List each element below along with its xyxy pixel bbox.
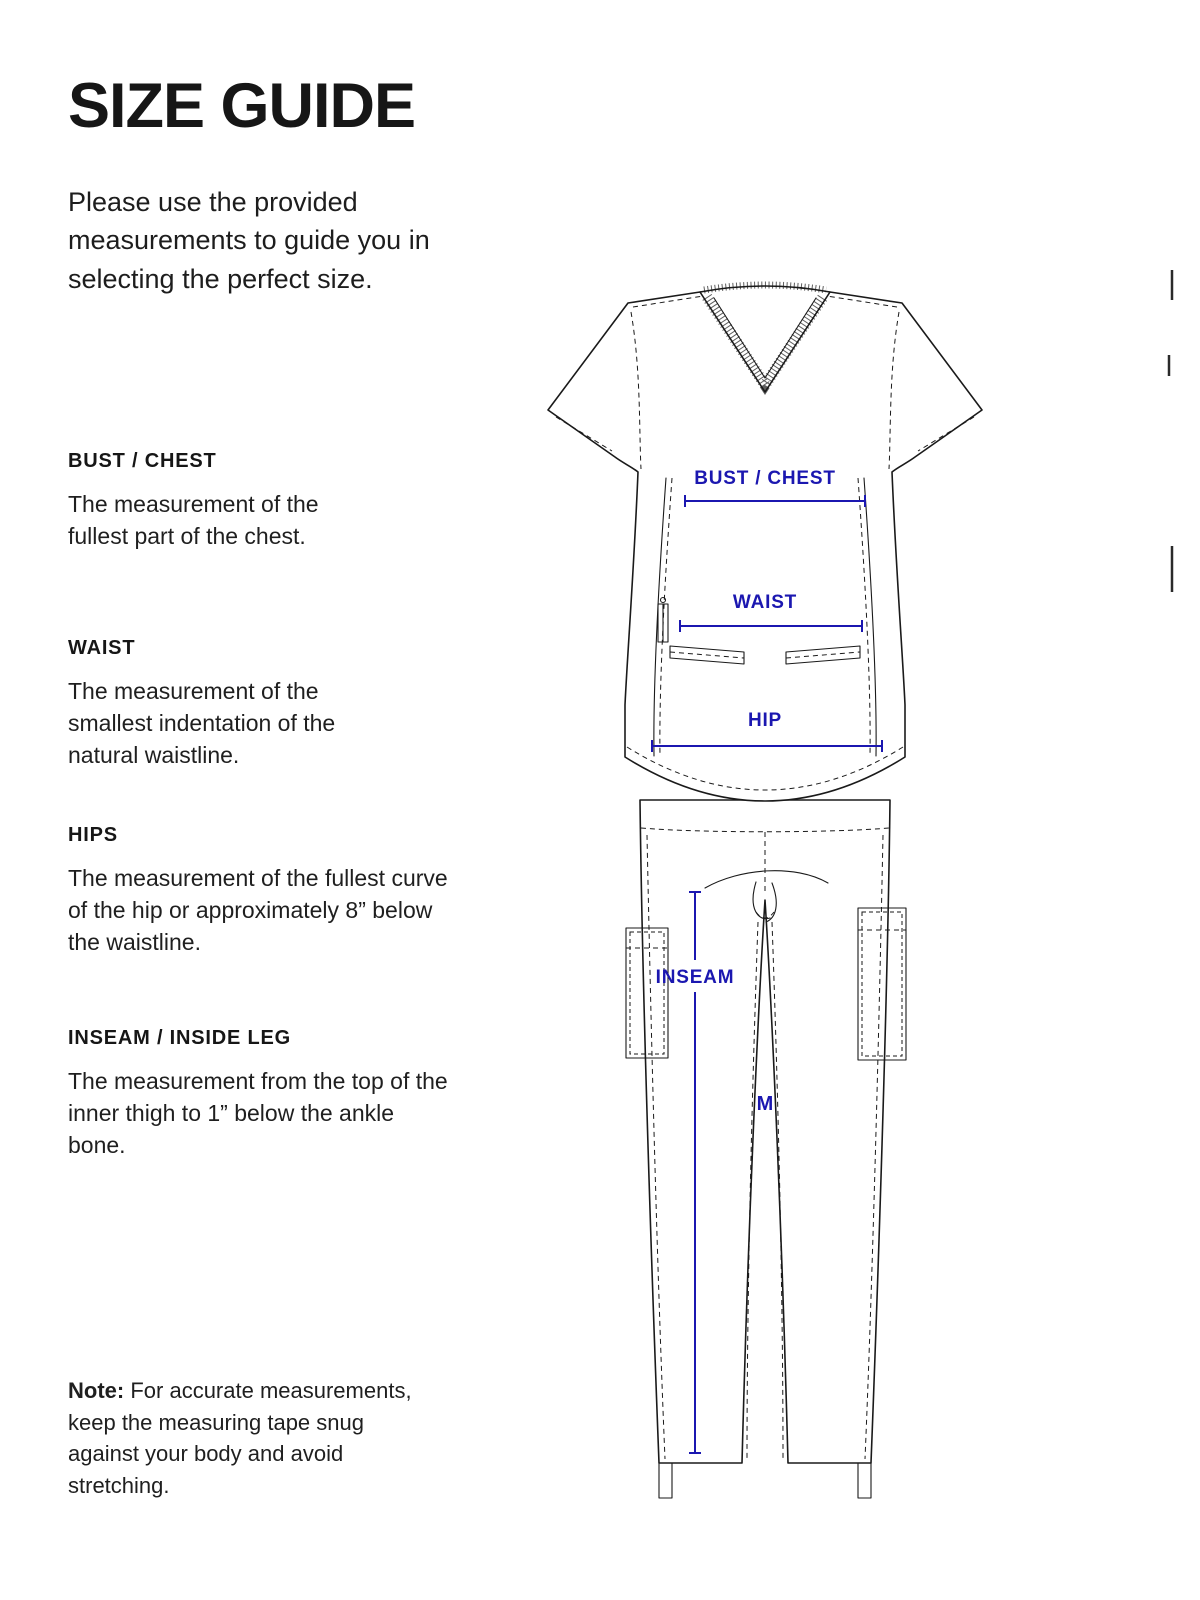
section-hips [68, 824, 468, 959]
hip-diagram-label: HIP [747, 710, 783, 731]
bust-chest-heading: BUST / CHEST [68, 450, 217, 472]
section-inseam [68, 1027, 448, 1162]
section-waist [68, 637, 388, 772]
waist-heading: WAIST [68, 637, 136, 659]
hips-description: The measurement of the fullest curve of the hip or approximately 8” below the waistline. [68, 865, 448, 956]
measurement-note [68, 1375, 418, 1502]
waist-description: The measurement of the smallest indentation of the natural waistline. [68, 678, 336, 769]
cropped-edge-marks [1169, 270, 1172, 592]
pants-outline [640, 800, 890, 1463]
intro-text: Please use the provided measurements to guide you in selecting the perfect size. [68, 187, 430, 294]
page-title: SIZE GUIDE [68, 71, 416, 141]
inseam-heading: INSEAM / INSIDE LEG [68, 1027, 292, 1049]
scrub-pants-illustration [626, 800, 906, 1498]
bust-chest-description: The measurement of the fullest part of the chest. [68, 491, 319, 550]
section-bust-chest [68, 450, 373, 552]
size-diagram [520, 270, 1200, 1550]
pants-hem-vents [659, 1463, 871, 1498]
bust-chest-diagram-label: BUST / CHEST [694, 468, 836, 489]
note-text: For accurate measurements, keep the measuring tape snug against your body and avoid stretching. [68, 1378, 412, 1499]
hips-heading: HIPS [68, 824, 118, 846]
waist-diagram-label: WAIST [732, 592, 798, 613]
note-label: Note: [68, 1378, 125, 1403]
size-letter-label: M [756, 1093, 774, 1115]
inseam-description: The measurement from the top of the inner thigh to 1” below the ankle bone. [68, 1068, 448, 1159]
inseam-diagram-label: INSEAM [655, 967, 735, 988]
